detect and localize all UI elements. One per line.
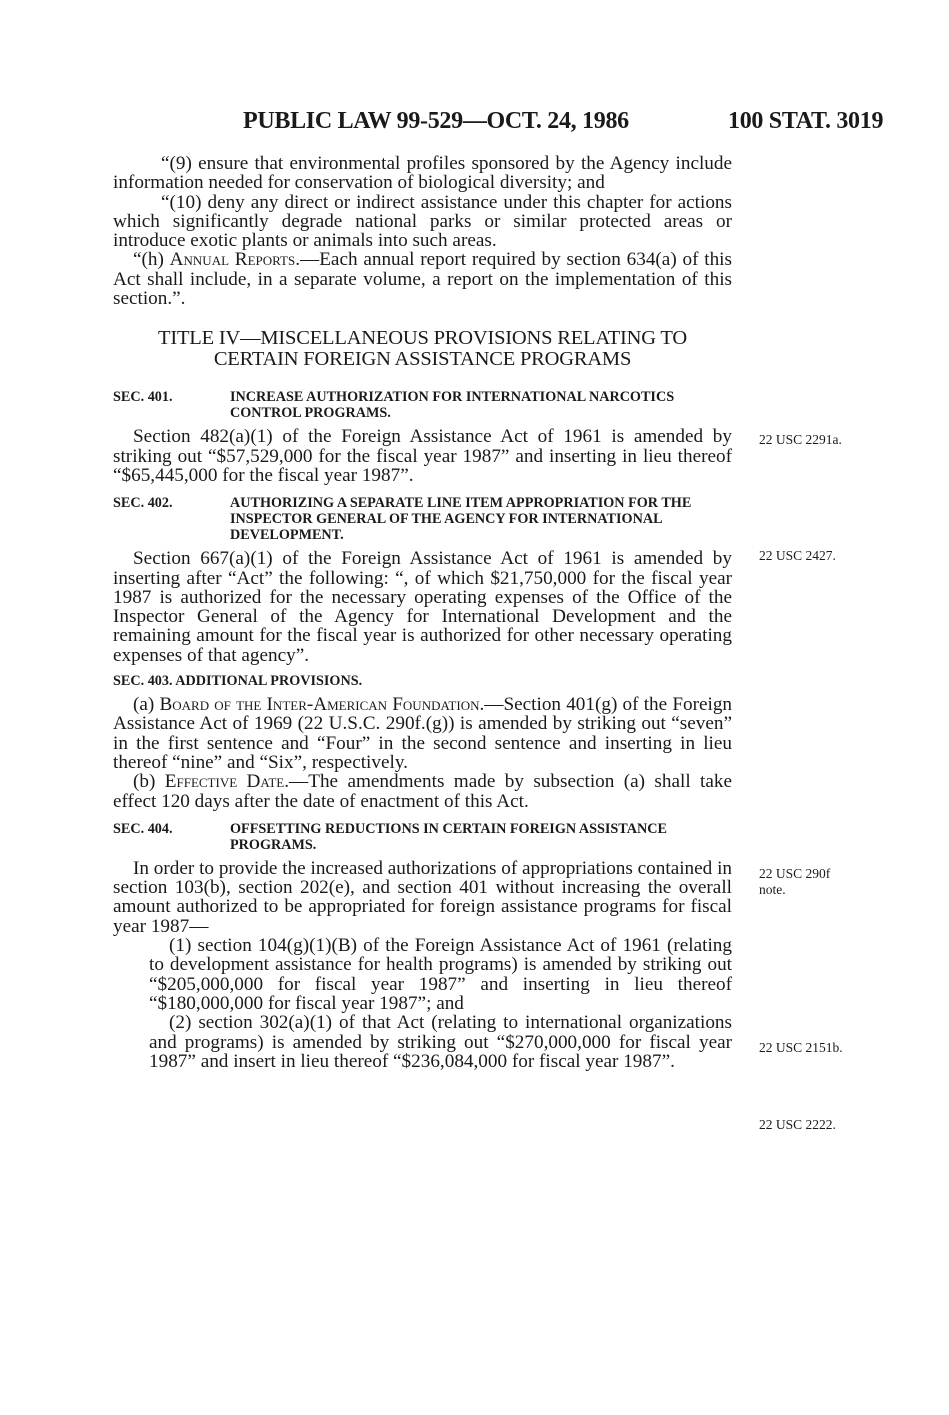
body-text [113,154,732,1071]
subsection-h-heading: Annual Reports [169,249,296,271]
section-401-title: INCREASE AUTHORIZATION FOR INTERNATIONAL NARCOTICS CONTROL PROGRAMS. [230,389,675,422]
subsection-h [113,250,732,308]
section-404-number: SEC. 404. [113,820,173,837]
section-403-b [113,772,732,811]
section-403-a-heading: Board of the Inter-American Foundation [159,694,480,716]
running-header-title: PUBLIC LAW 99-529—OCT. 24, 1986 [243,108,629,134]
section-401-number: SEC. 401. [113,389,173,406]
section-403-a-text: .—Section 401(g) of the Foreign Assistance Act of 1969 (22 U.S.C. 290f.(g)) is amended by striking out “seven” in the first sentence and “Four” in the second sentence and inserting in lieu thereof “nine” and “Six”, respectively. [113,694,733,773]
section-403-b-heading: Effective Date [164,771,285,793]
section-403-a-prefix: (a) [133,694,160,716]
section-404-item-2: (2) section 302(a)(1) of that Act (relating to international organizations and programs) is amended by striking out “$270,000,000 for fiscal year 1987” and insert in lieu thereof “$236,084,000 for fiscal year 1987”. [149,1012,732,1072]
section-403-heading: SEC. 403. ADDITIONAL PROVISIONS. [113,673,363,690]
margin-note-sec-403b-line-1: 22 USC 290f [759,866,831,881]
margin-note-item-2: 22 USC 2222. [759,1117,836,1132]
section-404-item-1: (1) section 104(g)(1)(B) of the Foreign Assistance Act of 1961 (relating to development assistance for health programs) is amended by striking out “$205,000,000 for fiscal year 1987” and inserting in lieu thereof “$180,000,000 for fiscal year 1987”; and [149,935,732,1014]
margin-note-sec-402: 22 USC 2427. [759,548,836,563]
section-403-b-text: .—The amendments made by subsection (a) shall take effect 120 days after the date of enactment of this Act. [113,771,732,812]
section-404-heading [113,821,732,853]
section-401-heading [113,389,732,421]
section-402-text: Section 667(a)(1) of the Foreign Assistance Act of 1961 is amended by inserting after “Act” the following: “, of which $21,750,000 for the fiscal year 1987 is authorized for the necessary operating expenses of the Office of the Inspector General of the Agency for International Development and the remaining amount for the fiscal year is authorized for other necessary operating expenses of that agency”. [113,548,732,666]
title-iv-line-2: CERTAIN FOREIGN ASSISTANCE PROGRAMS [213,348,632,371]
paragraph-item-9: “(9) ensure that environmental profiles sponsored by the Agency include information needed for conservation of biological diversity; and [113,153,732,194]
section-404-intro: In order to provide the increased authorizations of appropriations contained in section 103(b), section 202(e), and section 401 without increasing the overall amount authorized to be appropriated for foreign assistance programs for fiscal year 1987— [113,857,732,937]
margin-note-sec-401: 22 USC 2291a. [759,432,842,447]
section-403-b-prefix: (b) [133,771,165,793]
subsection-h-prefix: “(h) [133,249,170,271]
section-401-text: Section 482(a)(1) of the Foreign Assistance Act of 1961 is amended by striking out “$57,529,000 for the fiscal year 1987” and inserting in lieu thereof “$65,445,000 for the fiscal year 1987”. [113,426,732,486]
section-402-heading [113,495,732,543]
margin-note-item-1: 22 USC 2151b. [759,1040,843,1055]
section-402-title: AUTHORIZING A SEPARATE LINE ITEM APPROPRIATION FOR THE INSPECTOR GENERAL OF THE AGENCY FOR INTERNATIONAL DEVELOPMENT. [230,495,692,544]
subsection-h-text: .—Each annual report required by section 634(a) of this Act shall include, in a separate volume, a report on the implementation of this section.”. [113,249,732,310]
title-iv-line-1: TITLE IV—MISCELLANEOUS PROVISIONS RELATING TO [158,327,687,350]
section-402-number: SEC. 402. [113,495,173,512]
title-iv-heading [113,328,732,370]
paragraph-item-10: “(10) deny any direct or indirect assistance under this chapter for actions which significantly degrade national parks or similar protected areas or introduce exotic plants or animals into such areas. [113,191,732,252]
section-404-title: OFFSETTING REDUCTIONS IN CERTAIN FOREIGN ASSISTANCE PROGRAMS. [230,820,667,853]
statute-page-number: 100 STAT. 3019 [728,108,884,134]
margin-note-sec-403b [759,866,830,898]
section-403-a [113,695,732,772]
margin-note-sec-403b-line-2: note. [759,882,786,897]
